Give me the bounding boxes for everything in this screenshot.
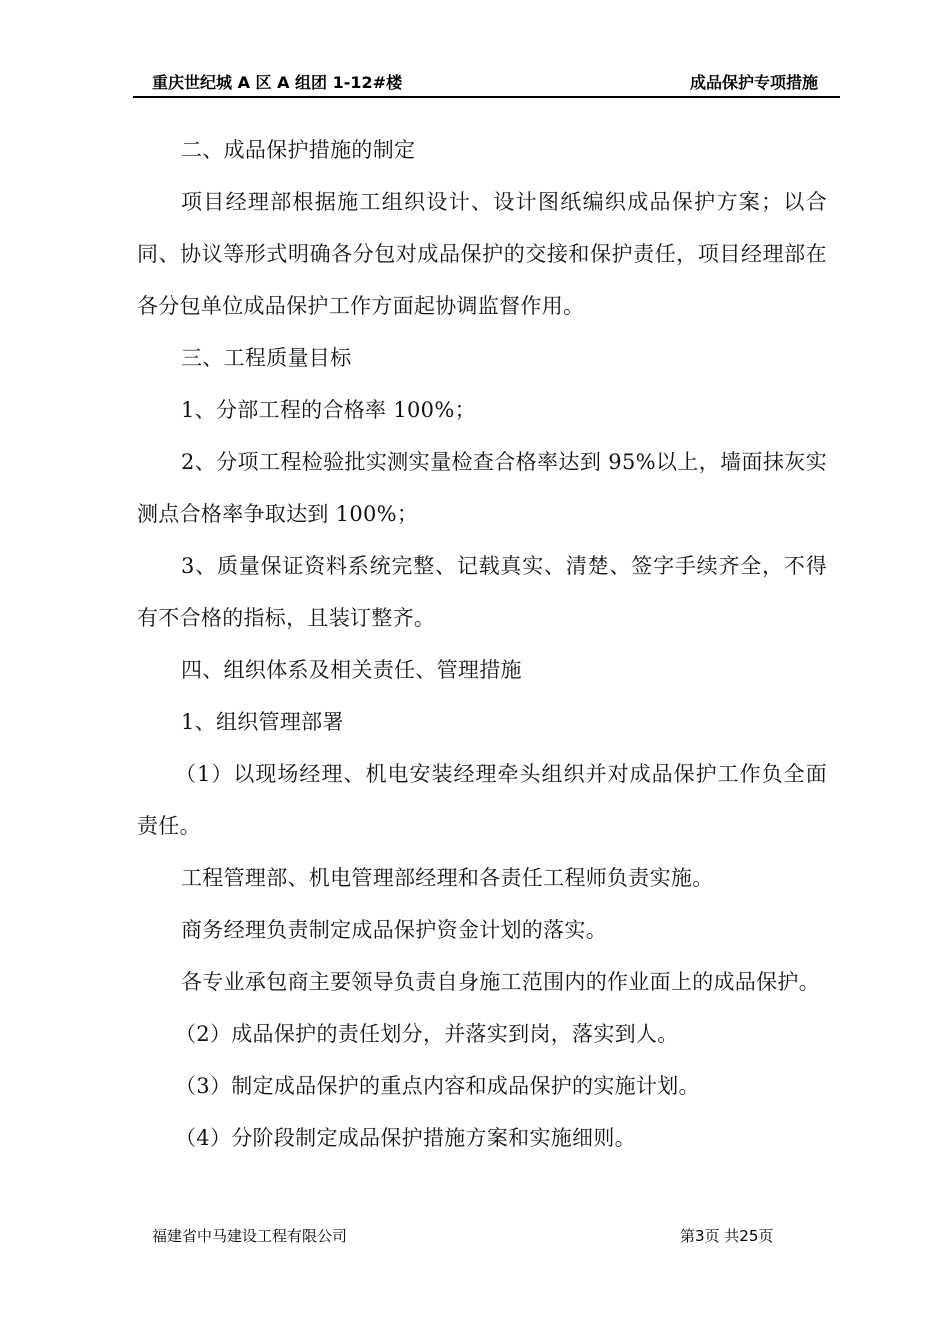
document-body	[137, 124, 827, 1164]
paragraph: 工程管理部、机电管理部经理和各责任工程师负责实施。	[181, 866, 714, 890]
list-item: （1）以现场经理、机电安装经理牵头组织并对成品保护工作负全面责任。	[137, 762, 827, 838]
footer-company-name: 福建省中马建设工程有限公司	[152, 1227, 348, 1245]
list-item: （2）成品保护的责任划分，并落实到岗，落实到人。	[175, 1022, 679, 1046]
section-heading-3: 三、工程质量目标	[181, 346, 352, 370]
header-document-title: 成品保护专项措施	[689, 73, 818, 92]
paragraph: 各专业承包商主要领导负责自身施工范围内的作业面上的成品保护。	[181, 970, 820, 994]
list-item: 2、分项工程检验批实测实量检查合格率达到 95%以上，墙面抹灰实测点合格率争取达到 100%；	[137, 450, 827, 526]
paragraph: 项目经理部根据施工组织设计、设计图纸编织成品保护方案；以合同、协议等形式明确各分包对成品保护的交接和保护责任，项目经理部在各分包单位成品保护工作方面起协调监督作用。	[137, 190, 827, 318]
section-heading-4: 四、组织体系及相关责任、管理措施	[181, 658, 522, 682]
list-item: （3）制定成品保护的重点内容和成品保护的实施计划。	[175, 1074, 700, 1098]
list-item: 1、分部工程的合格率 100%；	[181, 398, 476, 422]
paragraph: 商务经理负责制定成品保护资金计划的落实。	[181, 918, 607, 942]
header-project-name: 重庆世纪城 A 区 A 组团 1-12#楼	[152, 73, 403, 92]
header-divider	[133, 96, 840, 98]
section-heading-2: 二、成品保护措施的制定	[181, 138, 416, 162]
list-item: （4）分阶段制定成品保护措施方案和实施细则。	[175, 1126, 636, 1150]
list-item: 3、质量保证资料系统完整、记载真实、清楚、签字手续齐全，不得有不合格的指标，且装订整齐。	[137, 554, 827, 630]
footer-page-number: 第3页 共25页	[680, 1227, 774, 1245]
subsection-heading: 1、组织管理部署	[181, 710, 344, 734]
